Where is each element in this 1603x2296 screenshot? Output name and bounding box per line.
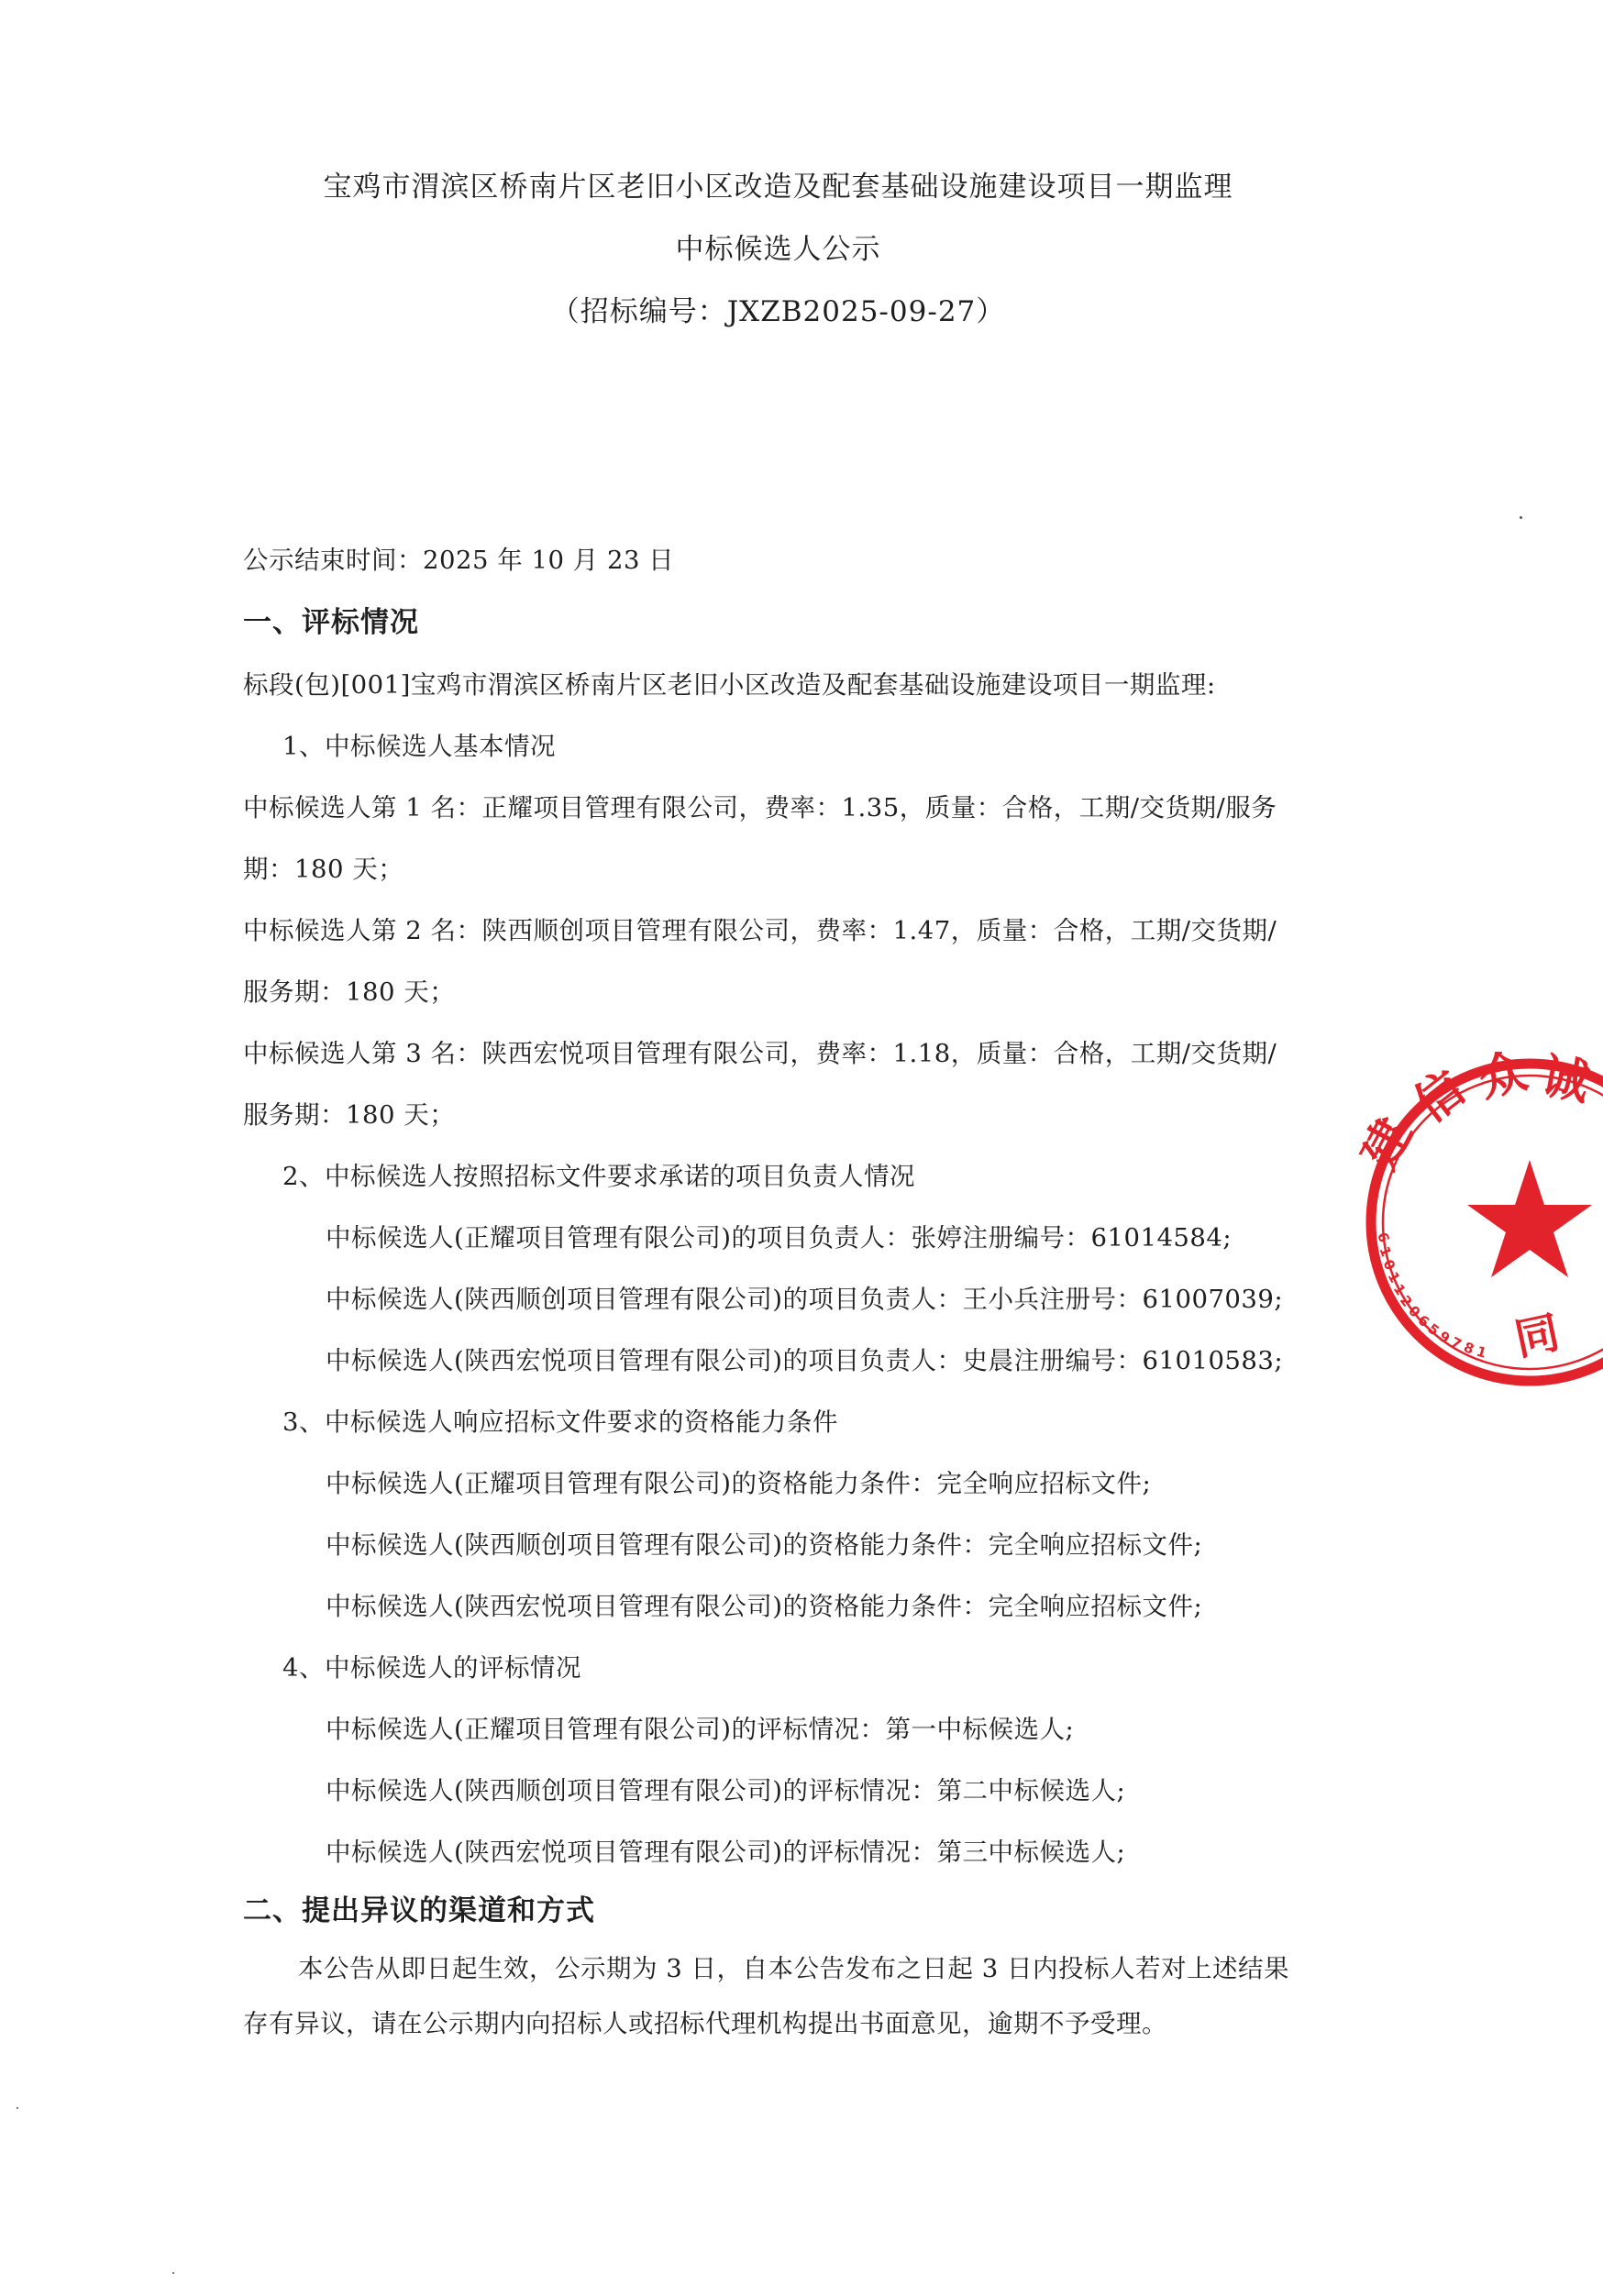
svg-text:众: 众 — [1473, 1042, 1533, 1109]
svg-text:同: 同 — [1509, 1306, 1564, 1366]
qualification-item: 中标候选人(正耀项目管理有限公司)的资格能力条件：完全响应招标文件; — [326, 1469, 1152, 1498]
svg-text:2: 2 — [1396, 1292, 1416, 1310]
evaluation-item: 中标候选人(正耀项目管理有限公司)的评标情况：第一中标候选人; — [326, 1715, 1075, 1744]
candidate-3-line-1: 中标候选人第 3 名：陕西宏悦项目管理有限公司，费率：1.18，质量：合格，工期/交货期/ — [243, 1039, 1277, 1068]
svg-text:建: 建 — [1351, 1109, 1423, 1178]
lot-description: 标段(包)[001]宝鸡市渭滨区桥南片区老旧小区改造及配套基础设施建设项目一期监理: — [243, 670, 1216, 700]
svg-text:0: 0 — [1405, 1302, 1424, 1321]
svg-text:诚: 诚 — [1536, 1047, 1594, 1111]
scan-speck — [17, 2107, 18, 2109]
evaluation-item: 中标候选人(陕西顺创项目管理有限公司)的评标情况：第二中标候选人; — [326, 1776, 1126, 1805]
sub4-heading: 4、中标候选人的评标情况 — [282, 1653, 581, 1683]
svg-text:8: 8 — [1461, 1339, 1476, 1358]
sub3-heading: 3、中标候选人响应招标文件要求的资格能力条件 — [282, 1407, 838, 1437]
evaluation-item: 中标候选人(陕西宏悦项目管理有限公司)的评标情况：第三中标候选人; — [326, 1838, 1126, 1867]
candidate-3-line-2: 服务期：180 天； — [243, 1100, 456, 1130]
svg-text:0: 0 — [1379, 1256, 1399, 1274]
svg-text:6: 6 — [1374, 1230, 1393, 1245]
seal-star-icon — [1467, 1160, 1592, 1277]
candidate-1-line-2: 期：180 天； — [243, 855, 404, 884]
doc-title-line-2: 中标候选人公示 — [675, 233, 881, 266]
sub1-heading: 1、中标候选人基本情况 — [282, 732, 556, 761]
objection-paragraph-line-1: 本公告从即日起生效，公示期为 3 日，自本公告发布之日起 3 日内投标人若对上述结果 — [298, 1954, 1289, 1983]
doc-title-line-1: 宝鸡市渭滨区桥南片区老旧小区改造及配套基础设施建设项目一期监理 — [323, 171, 1233, 204]
project-leader-item: 中标候选人(陕西宏悦项目管理有限公司)的项目负责人：史晨注册编号：61010583; — [326, 1346, 1284, 1375]
svg-text:7: 7 — [1448, 1333, 1465, 1353]
qualification-item: 中标候选人(陕西宏悦项目管理有限公司)的资格能力条件：完全响应招标文件; — [326, 1592, 1203, 1621]
scan-speck — [172, 2272, 174, 2274]
scan-speck — [1520, 516, 1522, 519]
svg-text:1: 1 — [1376, 1243, 1395, 1260]
svg-text:1: 1 — [1384, 1269, 1404, 1286]
company-seal — [1351, 1042, 1603, 1392]
svg-text:6: 6 — [1414, 1311, 1433, 1330]
section-2-heading: 二、提出异议的渠道和方式 — [243, 1894, 595, 1927]
tender-number: （招标编号：JXZB2025-09-27） — [550, 295, 1006, 328]
section-1-heading: 一、评标情况 — [243, 606, 419, 639]
publicity-end-time: 公示结束时间：2025 年 10 月 23 日 — [243, 546, 675, 575]
project-leader-item: 中标候选人(陕西顺创项目管理有限公司)的项目负责人：王小兵注册号：61007039; — [326, 1285, 1284, 1314]
objection-paragraph-line-2: 存有异议，请在公示期内向招标人或招标代理机构提出书面意见，逾期不予受理。 — [243, 2009, 1167, 2038]
candidate-2-line-2: 服务期：180 天； — [243, 977, 456, 1007]
svg-text:1: 1 — [1474, 1342, 1489, 1362]
project-leader-item: 中标候选人(正耀项目管理有限公司)的项目负责人：张婷注册编号：61014584; — [326, 1223, 1233, 1253]
svg-text:信: 信 — [1403, 1060, 1476, 1134]
sub2-heading: 2、中标候选人按照招标文件要求承诺的项目负责人情况 — [282, 1162, 915, 1191]
candidate-2-line-1: 中标候选人第 2 名：陕西顺创项目管理有限公司，费率：1.47，质量：合格，工期/交货期/ — [243, 916, 1277, 945]
svg-text:5: 5 — [1424, 1319, 1443, 1340]
candidate-1-line-1: 中标候选人第 1 名：正耀项目管理有限公司，费率：1.35，质量：合格，工期/交货期/服务 — [243, 793, 1277, 822]
qualification-item: 中标候选人(陕西顺创项目管理有限公司)的资格能力条件：完全响应招标文件; — [326, 1530, 1203, 1560]
svg-text:9: 9 — [1435, 1328, 1454, 1347]
svg-text:1: 1 — [1389, 1281, 1410, 1298]
